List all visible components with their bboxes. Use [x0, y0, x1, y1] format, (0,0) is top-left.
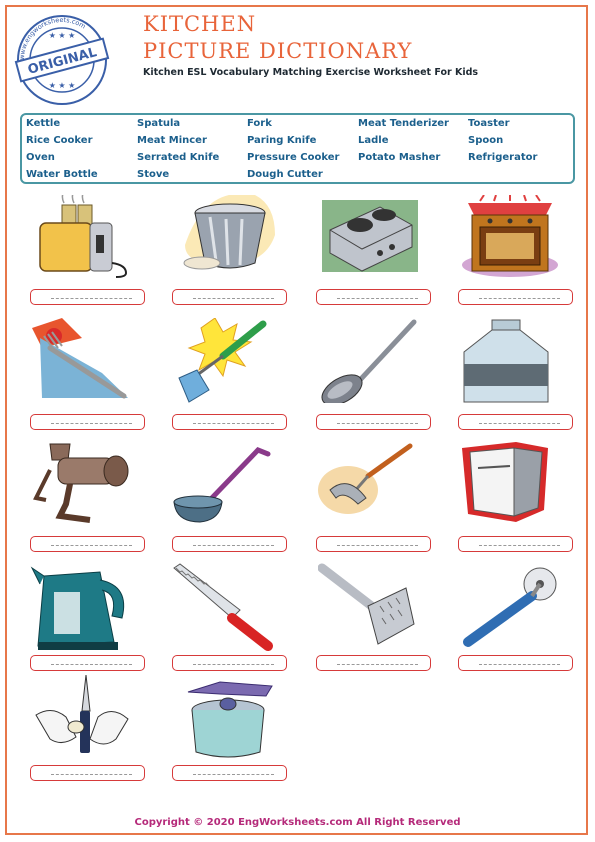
answer-field[interactable]	[458, 289, 573, 305]
spoon-icon	[318, 318, 418, 403]
title-line-1: KITCHEN	[143, 12, 257, 36]
svg-text:★ ★ ★: ★ ★ ★	[48, 81, 76, 90]
fork-icon	[32, 318, 132, 403]
word-bank-item: Potato Masher	[358, 152, 441, 163]
answer-field[interactable]	[316, 289, 431, 305]
original-stamp	[11, 12, 113, 108]
oven-icon	[460, 195, 560, 280]
answer-field[interactable]	[172, 289, 287, 305]
word-bank-item: Dough Cutter	[247, 169, 323, 180]
kettle-icon	[30, 562, 130, 652]
answer-field[interactable]	[172, 414, 287, 430]
answer-field[interactable]	[30, 414, 145, 430]
word-bank-item: Meat Tenderizer	[358, 118, 449, 129]
answer-field[interactable]	[316, 536, 431, 552]
stove-icon	[320, 195, 420, 280]
meat-mincer-icon	[30, 440, 135, 525]
refrigerator-icon	[458, 440, 558, 525]
answer-field[interactable]	[458, 414, 573, 430]
meat-tenderizer-icon	[318, 562, 418, 652]
word-bank-item: Water Bottle	[26, 169, 98, 180]
answer-field[interactable]	[172, 655, 287, 671]
word-bank-item: Pressure Cooker	[247, 152, 340, 163]
rice-cooker-icon	[180, 195, 280, 280]
word-bank	[20, 113, 575, 184]
ladle-icon	[170, 440, 275, 525]
word-bank-item: Kettle	[26, 118, 61, 129]
word-bank-item: Ladle	[358, 135, 389, 146]
answer-field[interactable]	[30, 289, 145, 305]
answer-field[interactable]	[30, 655, 145, 671]
serrated-knife-icon	[172, 562, 277, 652]
answer-field[interactable]	[172, 536, 287, 552]
stamp-ring-text: www.engworksheets.com	[17, 15, 88, 61]
word-bank-item: Stove	[137, 169, 170, 180]
title-line-2: PICTURE DICTIONARY	[143, 39, 413, 63]
word-bank-item: Toaster	[468, 118, 510, 129]
paring-knife-icon	[32, 675, 132, 763]
svg-text:★ ★ ★: ★ ★ ★	[48, 31, 76, 40]
word-bank-item: Serrated Knife	[137, 152, 220, 163]
word-bank-item: Paring Knife	[247, 135, 317, 146]
answer-field[interactable]	[30, 765, 145, 781]
potato-masher-icon	[318, 440, 418, 525]
word-bank-item: Refrigerator	[468, 152, 538, 163]
answer-field[interactable]	[30, 536, 145, 552]
toaster-icon	[32, 195, 132, 280]
word-bank-item: Spoon	[468, 135, 504, 146]
word-bank-item: Fork	[247, 118, 272, 129]
dough-cutter-icon	[460, 562, 560, 652]
answer-field[interactable]	[458, 536, 573, 552]
word-bank-item: Rice Cooker	[26, 135, 93, 146]
word-bank-item: Oven	[26, 152, 55, 163]
stamp-word: ORIGINAL	[26, 45, 99, 78]
subtitle: Kitchen ESL Vocabulary Matching Exercise Worksheet For Kids	[143, 67, 479, 78]
spatula-icon	[175, 318, 275, 403]
word-bank-item: Meat Mincer	[137, 135, 207, 146]
answer-field[interactable]	[316, 655, 431, 671]
answer-field[interactable]	[172, 765, 287, 781]
answer-field[interactable]	[316, 414, 431, 430]
copyright: Copyright © 2020 EngWorksheets.com All Right Reserved	[134, 817, 461, 828]
answer-field[interactable]	[458, 655, 573, 671]
water-bottle-icon	[456, 318, 556, 403]
pressure-cooker-icon	[180, 678, 280, 763]
word-bank-item: Spatula	[137, 118, 181, 129]
